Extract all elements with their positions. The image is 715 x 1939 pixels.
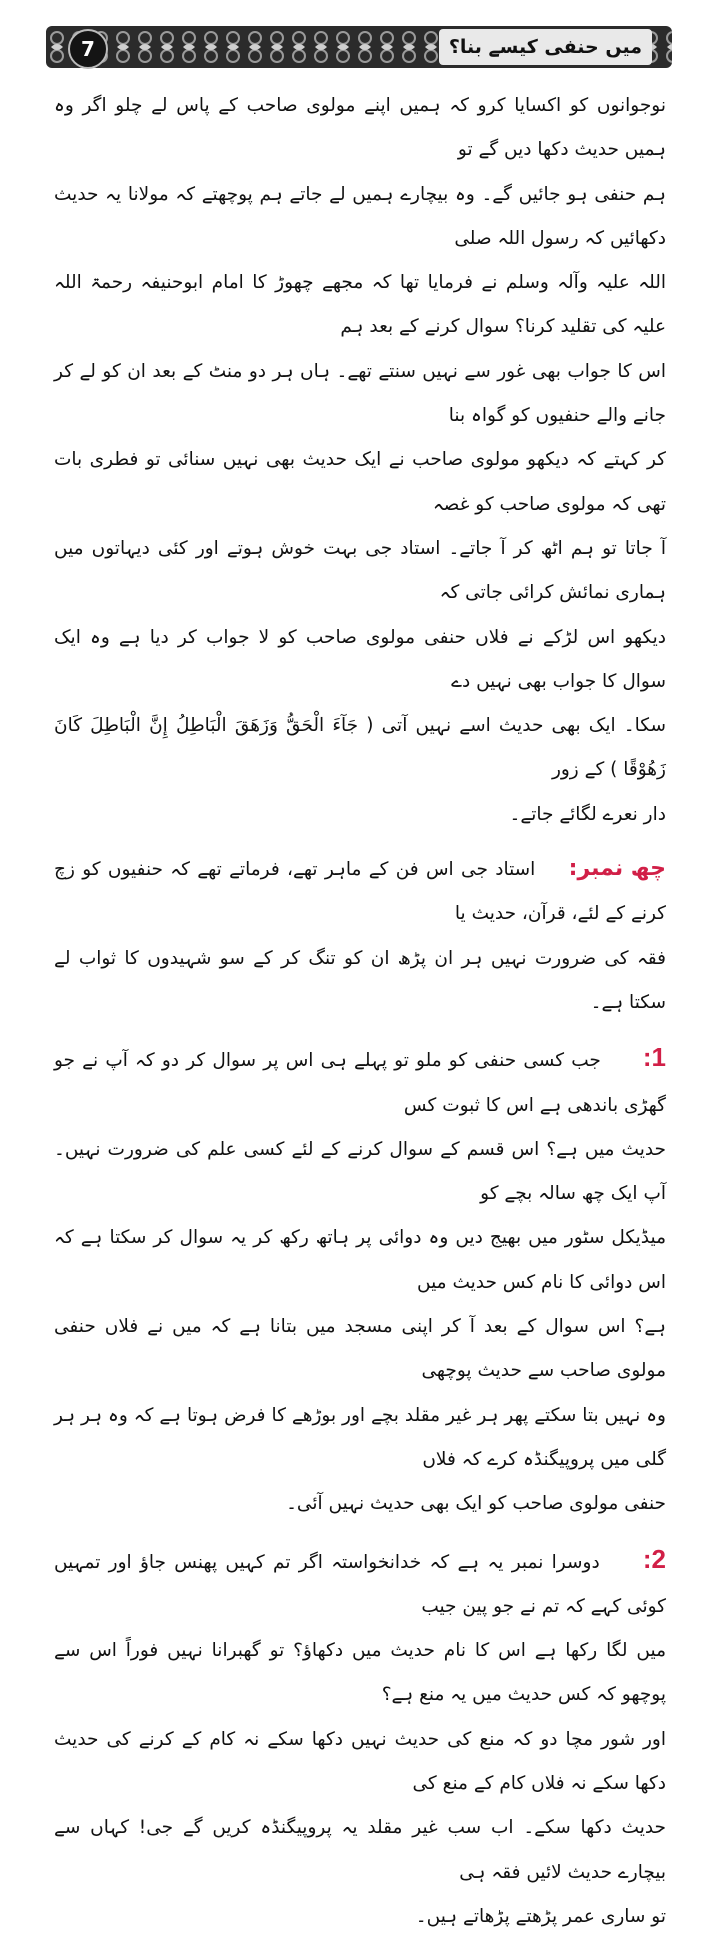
numbered-item-1	[54, 1035, 666, 1526]
section-label: چھ نمبر:	[569, 847, 666, 891]
text-line: ہے؟ اس سوال کے بعد آ کر اپنی مسجد میں بتانا ہے کہ میں نے فلاں حنفی مولوی صاحب سے حدیث پوچھی	[54, 1305, 666, 1394]
paragraph-1	[54, 84, 666, 837]
text-line: دیکھو اس لڑکے نے فلاں حنفی مولوی صاحب کو لا جواب کر دیا ہے وہ ایک سوال کا جواب بھی نہیں دے	[54, 616, 666, 705]
text-line: ہم حنفی ہو جائیں گے۔ وہ بیچارے ہمیں لے جاتے ہم پوچھتے کہ مولانا یہ حدیث دکھائیں کہ رسول اللہ صلی	[54, 173, 666, 262]
text-line: اور شور مچا دو کہ منع کی حدیث نہیں دکھا سکے نہ کام کے کرنے کی حدیث دکھا سکے نہ فلاں کام کے منع کی	[54, 1718, 666, 1807]
text-line: کر کہتے کہ دیکھو مولوی صاحب نے ایک حدیث بھی نہیں سنائی تو فطری بات تھی کہ مولوی صاحب کو غصہ	[54, 438, 666, 527]
text-line	[54, 847, 666, 937]
page-number: 7	[68, 29, 108, 69]
text-line: دار نعرے لگائے جاتے۔	[54, 793, 666, 837]
item-number: 2:	[608, 1537, 666, 1581]
text-line	[54, 1035, 666, 1128]
text-line: حدیث دکھا سکے۔ اب سب غیر مقلد یہ پروپیگنڈہ کریں گے جی! کہاں سے بیچارے حدیث لائیں فقہ ہی	[54, 1806, 666, 1895]
quran-verse: جَآءَ الْحَقُّ وَزَهَقَ الْبَاطِلُ إِنَّ الْبَاطِلَ كَانَ زَهُوْقًا	[54, 715, 666, 780]
text-line: اس کا جواب بھی غور سے نہیں سنتے تھے۔ ہاں ہر دو منٹ کے بعد ان کو لے کر جانے والے حنفیوں کو گواہ بنا	[54, 350, 666, 439]
text-line: حدیث میں ہے؟ اس قسم کے سوال کرنے کے لئے کسی علم کی ضرورت نہیں۔ آپ ایک چھ سالہ بچے کو	[54, 1128, 666, 1217]
text-segment: ) کے زور	[552, 759, 617, 780]
text-line: آ جاتا تو ہم اٹھ کر آ جاتے۔ استاد جی بہت خوش ہوتے اور کئی دیہاتوں میں ہماری نمائش کرائی جاتی کہ	[54, 527, 666, 616]
text-line	[54, 704, 666, 793]
text-line: حنفی مولوی صاحب کو ایک بھی حدیث نہیں آئی۔	[54, 1482, 666, 1526]
text-line: فقہ کی ضرورت نہیں ہر ان پڑھ ان کو تنگ کر کے سو شہیدوں کا ثواب لے سکتا ہے۔	[54, 937, 666, 1026]
text-line: نوجوانوں کو اکسایا کرو کہ ہمیں اپنے مولوی صاحب کے پاس لے چلو اگر وہ ہمیں حدیث دکھا دیں گے تو	[54, 84, 666, 173]
text-line: اللہ علیہ وآلہ وسلم نے فرمایا تھا کہ مجھے چھوڑ کا امام ابوحنیفہ رحمۃ اللہ علیہ کی تقلید کرنا؟ سوال کرنے کے بعد ہم	[54, 261, 666, 350]
text-line: وہ نہیں بتا سکتے پھر ہر غیر مقلد بچے اور بوڑھے کا فرض ہوتا ہے کہ وہ ہر ہر گلی میں پروپیگنڈہ کرے کہ فلاں	[54, 1394, 666, 1483]
page-body	[54, 84, 666, 1939]
text-segment: سکا۔ ایک بھی حدیث اسے نہیں آتی (	[366, 715, 666, 736]
numbered-item-2	[54, 1537, 666, 1939]
text-segment: جب کسی حنفی کو ملو تو پہلے ہی اس پر سوال کر دو کہ آپ نے جو گھڑی باندھی ہے اس کا ثبوت کس	[54, 1050, 666, 1115]
text-line: میڈیکل سٹور میں بھیج دیں وہ دوائی پر ہاتھ رکھ کر یہ سوال کر سکتا ہے کہ اس دوائی کا نام کس حدیث میں	[54, 1216, 666, 1305]
text-line	[54, 1537, 666, 1630]
text-line: تو ساری عمر پڑھتے پڑھاتے ہیں۔	[54, 1895, 666, 1939]
paragraph-six-number	[54, 847, 666, 1025]
page-header-banner	[46, 26, 672, 68]
text-line: میں لگا رکھا ہے اس کا نام حدیث میں دکھاؤ؟ تو گھبرانا نہیں فوراً اس سے پوچھو کہ کس حدیث میں یہ منع ہے؟	[54, 1629, 666, 1718]
book-title: میں حنفی کیسے بنا؟	[439, 29, 652, 65]
item-number: 1:	[608, 1035, 666, 1079]
text-segment: استاد جی اس فن کے ماہر تھے، فرماتے تھے کہ حنفیوں کو زچ کرنے کے لئے، قرآن، حدیث یا	[54, 859, 666, 924]
text-segment: دوسرا نمبر یہ ہے کہ خدانخواستہ اگر تم کہیں پھنس جاؤ اور تمہیں کوئی کہے کہ تم نے جو پین جیب	[54, 1552, 666, 1617]
